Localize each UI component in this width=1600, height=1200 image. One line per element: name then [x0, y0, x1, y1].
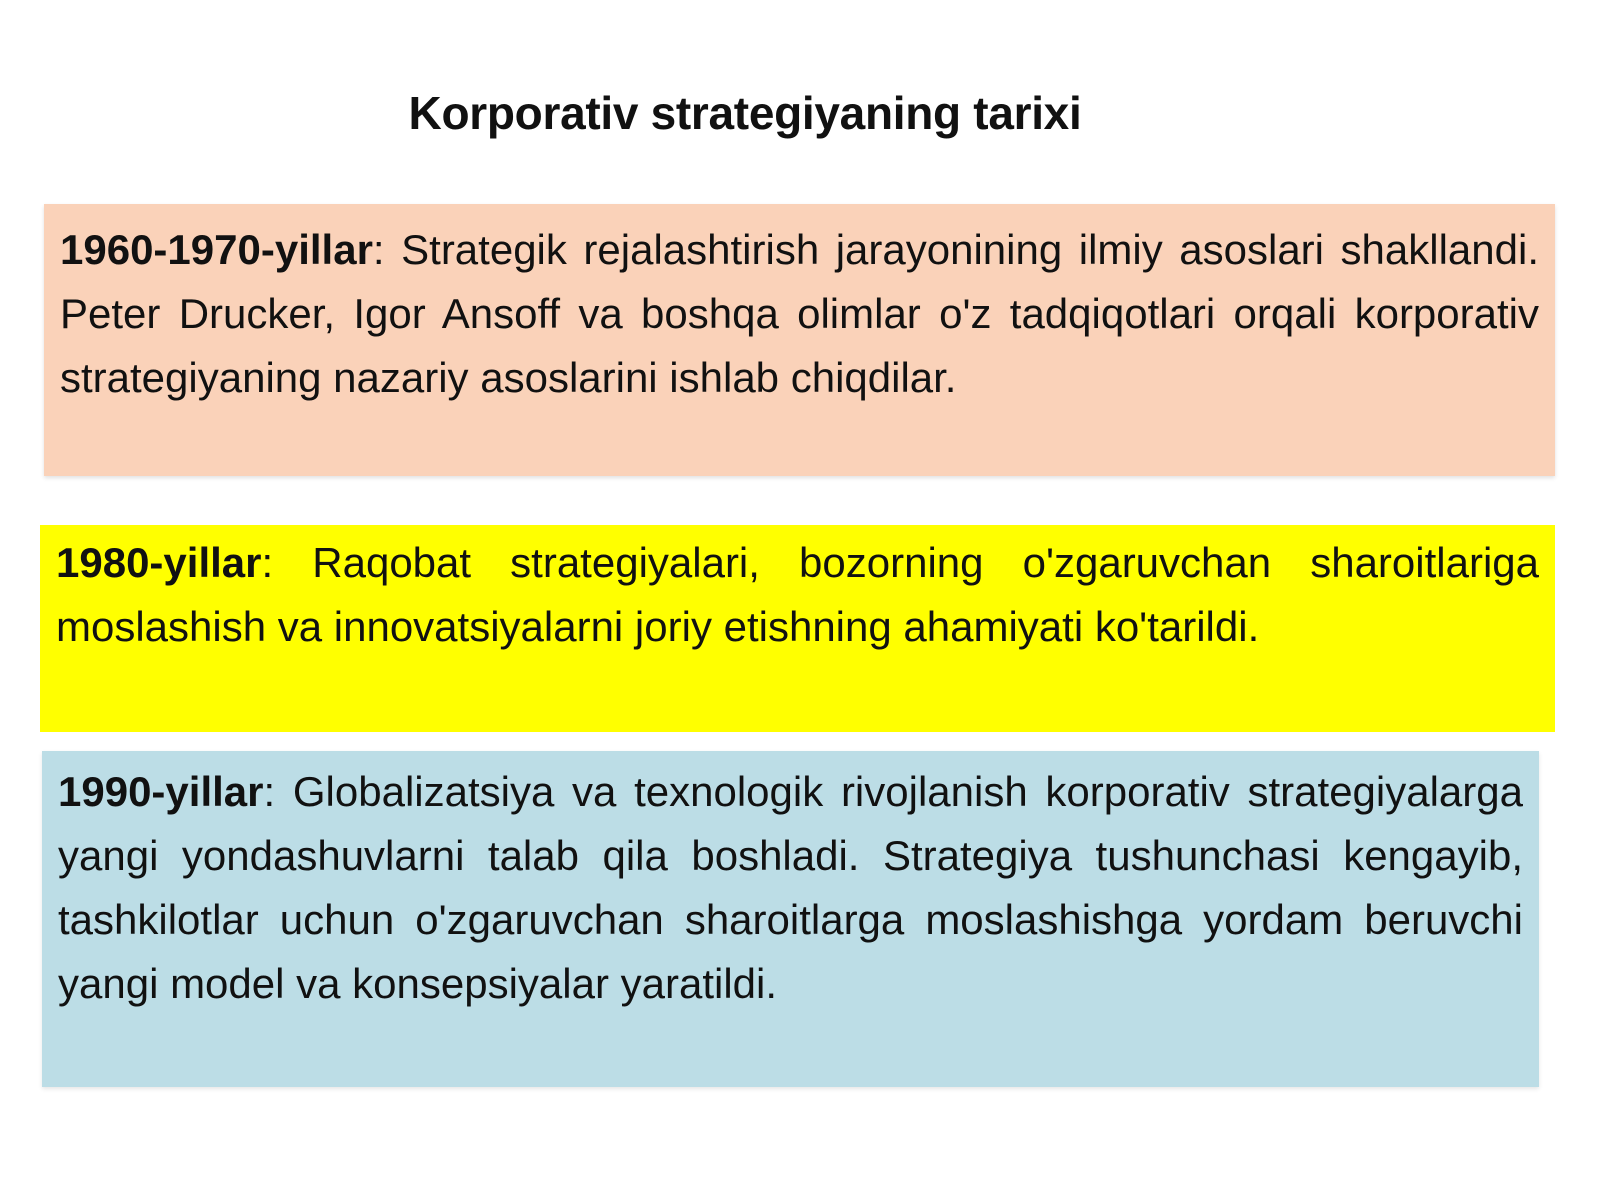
block-text: Globalizatsiya va texnologik rivojlanish korporativ strategiyalarga yangi yondashuvlarni talab qila boshladi. Strategiya tushunchasi kengayib, tashkilotlar uchun o'zgaruvchan sharoitlarga moslashishga yordam beruvchi yangi model va konsepsiyalar yaratildi. — [58, 768, 1523, 1007]
timeline-block-1960-1970 — [44, 204, 1555, 476]
slide-title: Korporativ strategiyaning tarixi — [408, 87, 1082, 139]
year-label: 1980-yillar — [56, 539, 262, 586]
block-text: Strategik rejalashtirish jarayonining ilmiy asoslari shakllandi. Peter Drucker, Igor Ansoff va boshqa olimlar o'z tadqiqotlari orqali korporativ strategiyaning nazariy asoslarini ishlab chiqdilar. — [60, 226, 1539, 401]
year-label: 1990-yillar — [58, 768, 264, 815]
year-separator: : — [261, 539, 274, 586]
timeline-block-1980 — [40, 525, 1555, 732]
year-separator: : — [372, 226, 385, 273]
year-label: 1960-1970-yillar — [60, 226, 373, 273]
block-text: Raqobat strategiyalari, bozorning o'zgaruvchan sharoitlariga moslashish va innovatsiyalarni joriy etishning ahamiyati ko'tarildi. — [56, 539, 1539, 650]
year-separator: : — [263, 768, 276, 815]
timeline-block-1990 — [42, 751, 1539, 1087]
